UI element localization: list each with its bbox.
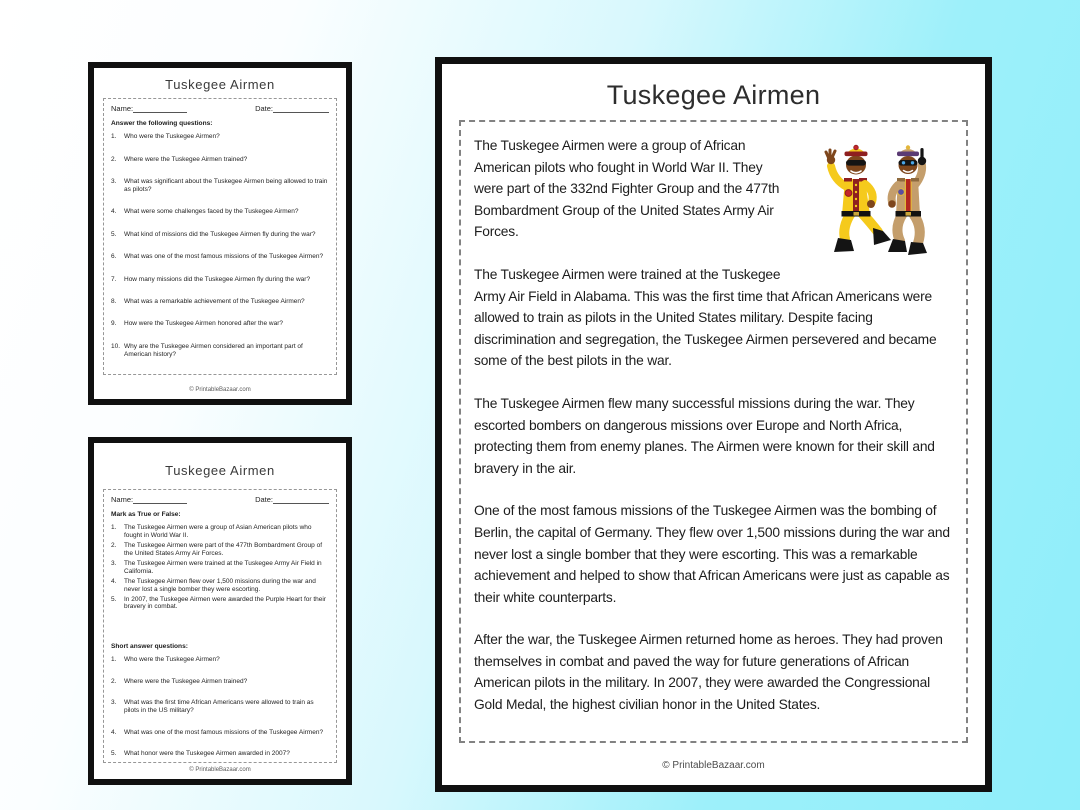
question-text: What was one of the most famous missions of the Tuskegee Airmen? bbox=[124, 253, 324, 261]
short-answer-list bbox=[111, 656, 329, 758]
statement-text: The Tuskegee Airmen were a group of Asian American pilots who fought in World War II. bbox=[124, 524, 312, 540]
name-label: Name: bbox=[111, 495, 134, 504]
truefalse-item bbox=[111, 578, 329, 594]
copyright-footer: © PrintableBazaar.com bbox=[189, 767, 251, 773]
question-item bbox=[111, 208, 329, 216]
date-blank-line bbox=[273, 106, 329, 113]
truefalse-item bbox=[111, 524, 329, 540]
passage-paragraph: The Tuskegee Airmen were trained at the Tuskegee Army Air Field in Alabama. This was the first time that African Americans were allowed to train as pilots in the United States military. Despite facing discrimination and segregation, the Tuskegee Airmen persevered and became some of the best pilots in the war. bbox=[474, 266, 937, 369]
truefalse-item bbox=[111, 542, 329, 558]
question-item bbox=[111, 133, 329, 141]
question-item bbox=[111, 343, 329, 359]
date-label: Date: bbox=[255, 495, 273, 504]
question-text: What was the first time African Americans were allowed to train as pilots in the US military? bbox=[124, 699, 314, 715]
copyright-footer: © PrintableBazaar.com bbox=[189, 387, 251, 393]
question-item bbox=[111, 656, 329, 664]
worksheet-content-box bbox=[103, 489, 337, 763]
question-text: How were the Tuskegee Airmen honored after the war? bbox=[124, 320, 283, 328]
date-label: Date: bbox=[255, 104, 273, 113]
name-date-row bbox=[111, 104, 329, 113]
question-text: What was a remarkable achievement of the Tuskegee Airmen? bbox=[124, 298, 305, 306]
page-title: Tuskegee Airmen bbox=[606, 80, 821, 110]
question-list bbox=[111, 133, 329, 359]
question-text: What was significant about the Tuskegee Airmen being allowed to train as pilots? bbox=[124, 178, 328, 193]
question-item bbox=[111, 320, 329, 328]
question-text: What were some challenges faced by the Tuskegee Airmen? bbox=[124, 208, 299, 216]
question-item bbox=[111, 699, 329, 715]
reading-passage-page bbox=[435, 57, 992, 792]
name-label: Name: bbox=[111, 104, 134, 113]
worksheet-truefalse-page bbox=[88, 437, 352, 785]
worksheet-content-box bbox=[103, 98, 337, 375]
answer-space bbox=[111, 613, 329, 643]
copyright-footer: © PrintableBazaar.com bbox=[662, 760, 765, 771]
question-text: How many missions did the Tuskegee Airmen fly during the war? bbox=[124, 275, 311, 283]
worksheet-title: Tuskegee Airmen bbox=[165, 463, 275, 478]
statement-text: In 2007, the Tuskegee Airmen were awarded the Purple Heart for their bravery in combat. bbox=[124, 595, 326, 611]
statement-text: The Tuskegee Airmen were trained at the Tuskegee Army Air Field in California. bbox=[124, 559, 322, 575]
question-text: Where were the Tuskegee Airmen trained? bbox=[124, 155, 248, 163]
name-date-row bbox=[111, 495, 329, 504]
tuskegee-pilots-illustration bbox=[801, 135, 953, 275]
pilot-tan bbox=[888, 145, 927, 255]
truefalse-list bbox=[111, 524, 329, 611]
question-text: Who were the Tuskegee Airmen? bbox=[124, 656, 220, 664]
name-blank-line bbox=[133, 497, 187, 504]
date-blank-line bbox=[273, 497, 329, 504]
question-item bbox=[111, 156, 329, 164]
passage-paragraph: The Tuskegee Airmen were a group of African American pilots who fought in World War II. They were part of the 332nd Fighter Group and the 477th Bombardment Group of the United States Army Air Forces. bbox=[474, 138, 780, 240]
question-item bbox=[111, 750, 329, 758]
question-text: What honor were the Tuskegee Airmen awarded in 2007? bbox=[124, 750, 290, 758]
passage-paragraph: One of the most famous missions of the Tuskegee Airmen was the bombing of Berlin, the capital of Germany. They flew over 1,500 missions during the war and never lost a single bomber that they were escorting. This was a remarkable achievement and helped to show that African Americans were just as capable as their white counterparts. bbox=[474, 503, 950, 605]
section-heading: Answer the following questions: bbox=[111, 120, 213, 128]
short-answer-heading: Short answer questions: bbox=[111, 643, 188, 651]
question-text: What kind of missions did the Tuskegee Airmen fly during the war? bbox=[124, 230, 316, 238]
passage-paragraph: After the war, the Tuskegee Airmen returned home as heroes. They had proven themselves in combat and paved the way for future generations of African American pilots in the military. In 2007, they were awarded the Congressional Gold Medal, the highest civilian honor in the United States. bbox=[474, 632, 943, 713]
name-blank-line bbox=[133, 106, 187, 113]
pilot-yellow bbox=[826, 145, 891, 252]
question-item bbox=[111, 729, 329, 737]
truefalse-item bbox=[111, 596, 329, 612]
question-item bbox=[111, 298, 329, 306]
pilots-cartoon-svg bbox=[801, 135, 953, 275]
question-item bbox=[111, 678, 329, 686]
question-text: Why are the Tuskegee Airmen considered an important part of American history? bbox=[124, 342, 303, 358]
passage-paragraph bbox=[474, 737, 953, 743]
passage-paragraph: The Tuskegee Airmen flew many successful missions during the war. They escorted bombers on dangerous missions over Europe and North Africa, protecting them from enemy planes. The Airmen were known for their skill and bravery in the air. bbox=[474, 395, 935, 476]
worksheet-title: Tuskegee Airmen bbox=[165, 77, 275, 92]
passage-content-box bbox=[459, 120, 968, 743]
question-text: What was one of the most famous missions of the Tuskegee Airmen? bbox=[124, 728, 324, 736]
question-item bbox=[111, 231, 329, 239]
truefalse-item bbox=[111, 560, 329, 576]
question-item bbox=[111, 178, 329, 194]
worksheet-questions-page bbox=[88, 62, 352, 405]
question-text: Who were the Tuskegee Airmen? bbox=[124, 133, 220, 141]
statement-text: The Tuskegee Airmen were part of the 477th Bombardment Group of the United States Army Air Forces. bbox=[124, 542, 322, 557]
statement-text: The Tuskegee Airmen flew over 1,500 missions during the war and never lost a single bomber they were escorting. bbox=[124, 577, 316, 593]
truefalse-heading: Mark as True or False: bbox=[111, 511, 181, 519]
question-item bbox=[111, 253, 329, 261]
question-item bbox=[111, 276, 329, 284]
question-text: Where were the Tuskegee Airmen trained? bbox=[124, 677, 248, 685]
